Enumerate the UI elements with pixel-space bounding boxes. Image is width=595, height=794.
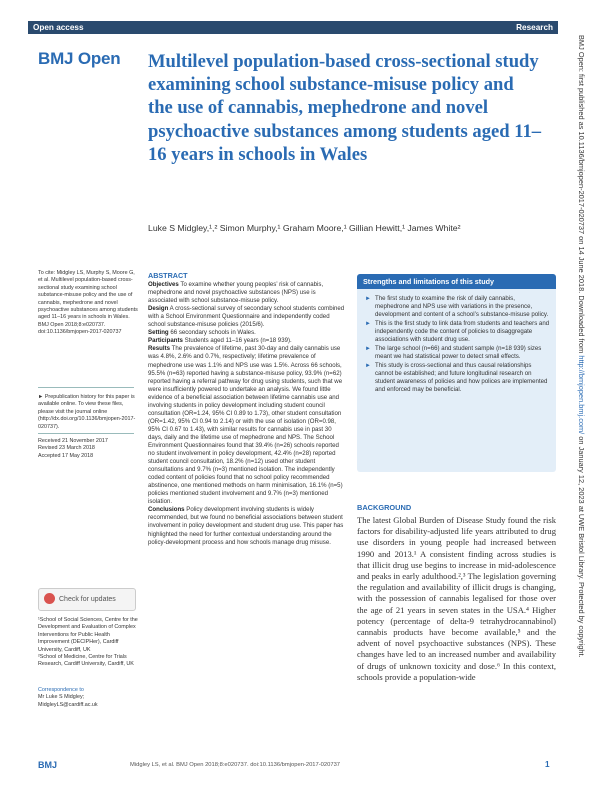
footer-brand: BMJ xyxy=(38,760,58,770)
participants-label: Participants xyxy=(148,337,183,345)
affiliations xyxy=(38,617,138,669)
prepub-note[interactable]: ► Prepublication history for this paper is available online. To view these files, please visit the journal online (http://dx.doi.org/10.1136/bmjopen-2017-020737). xyxy=(38,394,136,430)
correspondence-body[interactable]: Mr Luke S Midgley; MidgleyLS@cardiff.ac.uk xyxy=(38,694,98,708)
list-item: ► The large school (n=66) and student sample (n=18 939) sizes meant we had statistical power to detect small effects. xyxy=(365,345,542,360)
download-notice: BMJ Open: first published as 10.1136/bmjopen-2017-020737 on 14 June 2018. Downloaded from http://bmjopen.bmj.com/ on January 12, 2023 at UWE Bristol Library. Protected by copyright. xyxy=(577,35,586,658)
received-date: Received 21 November 2017 xyxy=(38,438,108,444)
setting-text: 66 secondary schools in Wales. xyxy=(168,329,256,337)
list-item: ► This study is cross-sectional and thus causal relationships cannot be established; and future longitudinal research on student awareness of policies and how polices are implemented and enforced may be beneficial. xyxy=(365,362,548,393)
setting-label: Setting xyxy=(148,329,169,337)
research-label: Research xyxy=(516,23,553,32)
objectives-text: To examine whether young peoples’ risk of cannabis, mephedrone and novel psychoactive substances (NPS) use is associated with school substance-misuse policy. xyxy=(148,281,324,305)
abstract-heading: ABSTRACT xyxy=(148,271,188,280)
correspondence-heading: Correspondence to xyxy=(38,687,84,693)
correspondence xyxy=(38,687,138,709)
design-text: A cross-sectional survey of secondary school students combined with a School Environment Questionnaire and independently coded school substance-misuse policies (2015/6). xyxy=(148,305,345,329)
affiliation-1: ¹School of Social Sciences, Centre for the Development and Evaluation of Complex Interventions for Public Health Improvement (DECIPHer), Cardiff University, Cardiff, UK xyxy=(38,617,138,653)
background-text: The latest Global Burden of Disease Study found the risk factors for disability-adjusted life years attributed to drug use disorders in young people had increased between 1990 and 2013.¹ A consistent finding across studies is that illicit drug use begins to increase in mid-adolescence and peaks in early adulthood.²,³ The legislation governing the regulation and availability of illicit drugs is changing, with the possession of cannabis legalised for those over the age of 21 years in seven states in the USA.⁴ Higher potency (percentage of delta-9 tetrahydrocannabinol) cannabis products have become available,⁵ and the advent of novel psychoactive substances (NPS). These changes have led to an increased number and availability of drugs of unknown toxicity and dose.⁶ In this context, schools provide a population-wide xyxy=(357,515,556,682)
triangle-bullet-icon: ► xyxy=(365,363,371,369)
article-title: Multilevel population-based cross-sectional study examining school substance-misuse policy and the use of cannabis, mephedrone and novel psychoactive substances among students aged 11–16 years in schools in Wales xyxy=(148,51,542,165)
triangle-bullet-icon: ► xyxy=(365,321,371,327)
strengths-box xyxy=(357,274,556,472)
results-text: The prevalence of lifetime, past 30-day and daily cannabis use was 4.8%, 2.6% and 0.7%, respectively; lifetime prevalence of mephedrone use was 1.1% and NPS use was 1.5%. Across 66 schools, 95.5% (n=63) reported having a substance-misuse policy, 93.9% (n=62) reported having a referral pathway for drug using students, such that we were insufficiently powered to undertake an analysis. We found little evidence of a beneficial association between lifetime cannabis use and involving students in policy development including student council consultation (OR=1.24, 95% CI 0.89 to 1.73), other student consultation (OR=1.42, 95% CI 0.94 to 2.14) or with the use of isolation (OR=0.98, 95% CI 0.67 to 1.43), with similar results for cannabis use in past 30 days, daily and the lifetime use of mephedrone and NPS. The School Environment Questionnaires found that 39.4% (n=26) schools reported no student involvement in policy development, 42.4% (n=28) reported student council consultation, 18.2% (n=12) used other student consultations and 9.7% (n=3) mentioned isolation. The independently coded content of policies found that no school policy recommended abstinence, one mentioned methods on harm minimisation, 16.1% (n=5) policies mentioned student involvement and 9.7% (n=3) mentioned isolation. xyxy=(148,345,343,506)
list-item: ► This is the first study to link data from students and teachers and independently code the content of policies to disaggregate associations with student drug use. xyxy=(365,320,550,343)
check-updates-label: Check for updates xyxy=(59,596,116,603)
revised-date: Revised 23 March 2018 xyxy=(38,445,95,452)
page-number: 1 xyxy=(545,760,550,769)
accepted-date: Accepted 17 May 2018 xyxy=(38,452,94,459)
list-item: ► The first study to examine the risk of daily cannabis, mephedrone and NPS use with variations in the presence, development and content of a school’s substance-misuse policy. xyxy=(365,295,549,318)
affiliation-2: ²School of Medicine, Centre for Trials Research, Cardiff University, Cardiff, UK xyxy=(38,654,134,668)
check-updates-button[interactable] xyxy=(38,588,136,611)
background-heading: BACKGROUND xyxy=(357,503,412,512)
author-list: Luke S Midgley,¹,² Simon Murphy,¹ Graham Moore,¹ Gillian Hewitt,¹ James White² xyxy=(148,223,461,233)
footer-citation: Midgley LS, et al. BMJ Open 2018;8:e020737. doi:10.1136/bmjopen-2017-020737 xyxy=(130,762,341,768)
open-access-label: Open access xyxy=(33,23,84,32)
journal-link[interactable]: http://bmjopen.bmj.com/ xyxy=(577,355,586,435)
abstract xyxy=(148,272,345,547)
results-label: Results xyxy=(148,345,171,353)
triangle-bullet-icon: ► xyxy=(365,346,371,352)
conclusions-text: Policy development involving students is widely recommended, but we found no beneficial associations between student involvement in policy development and student drug use. This paper has highlighted the need for further contextual understanding around the policy-development process and how schools manage drug misuse. xyxy=(148,506,344,546)
participants-text: Students aged 11–16 years (n=18 939). xyxy=(182,337,292,345)
dates-block xyxy=(38,438,138,460)
strengths-list xyxy=(357,295,556,394)
design-label: Design xyxy=(148,305,169,313)
strengths-heading: Strengths and limitations of this study xyxy=(357,274,556,289)
sidebar-divider xyxy=(38,433,134,434)
cite-block: To cite: Midgley LS, Murphy S, Moore G, et al. Multilevel population-based cross-sectional study examining school substance-misuse policy and the use of cannabis, mephedrone and novel psychoactive substances among students aged 11–16 years in schools in Wales. BMJ Open 2018;8:e020737. doi:10.1136/bmjopen-2017-020737 xyxy=(38,270,138,336)
check-updates-icon xyxy=(44,593,55,604)
sidebar-divider xyxy=(38,387,134,388)
objectives-label: Objectives xyxy=(148,281,179,289)
conclusions-label: Conclusions xyxy=(148,506,185,514)
triangle-bullet-icon: ► xyxy=(365,296,371,302)
top-bar xyxy=(28,21,558,34)
journal-brand: BMJ Open xyxy=(38,49,121,68)
